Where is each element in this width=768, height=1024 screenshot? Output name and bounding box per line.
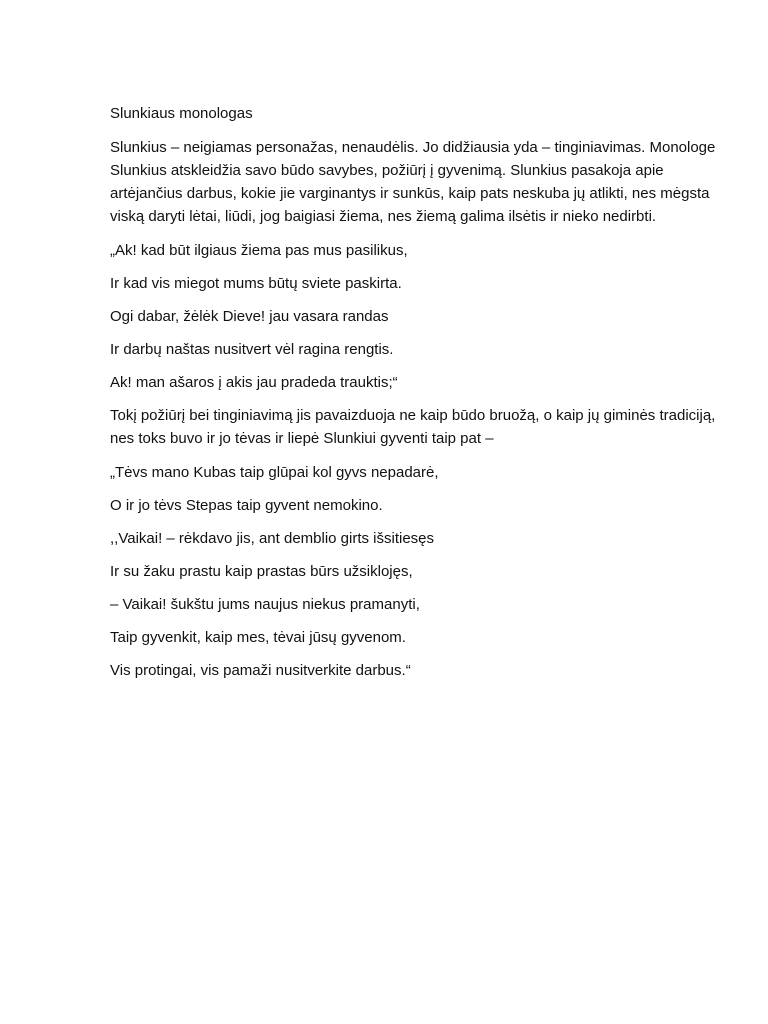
verse-line: Ogi dabar, žėlėk Dieve! jau vasara randas <box>110 308 389 325</box>
verse-line: Ir kad vis miegot mums būtų sviete paskirta. <box>110 275 402 292</box>
verse-line: ,,Vaikai! – rėkdavo jis, ant demblio girts išsitiesęs <box>110 530 435 547</box>
verse-line: Ir su žaku prastu kaip prastas būrs užsiklojęs, <box>110 563 413 580</box>
verse-line: „Ak! kad būt ilgiaus žiema pas mus pasilikus, <box>110 242 408 259</box>
verse-block-1 <box>110 239 730 394</box>
document-title: Slunkiaus monologas <box>110 105 253 122</box>
verse-line: O ir jo tėvs Stepas taip gyvent nemokino. <box>110 497 383 514</box>
intro-paragraph: Slunkius – neigiamas personažas, nenaudėlis. Jo didžiausia yda – tinginiavimas. Monologe Slunkius atskleidžia savo būdo savybes, požiūrį į gyvenimą. Slunkius pasakoja apie artėjančius darbus, kokie jie varginantys ir sunkūs, kaip pats neskuba jų atlikti, nes mėgsta viską daryti lėtai, liūdi, jog baigiasi žiema, nes žiemą galima ilsėtis ir nieko nedirbti. <box>110 139 716 225</box>
verse-line: Vis protingai, vis pamaži nusitverkite darbus.“ <box>110 662 411 679</box>
verse-line: Taip gyvenkit, kaip mes, tėvai jūsų gyvenom. <box>110 629 406 646</box>
commentary-paragraph: Tokį požiūrį bei tinginiavimą jis pavaizduoja ne kaip būdo bruožą, o kaip jų giminės tradiciją, nes toks buvo ir jo tėvas ir liepė Slunkiui gyventi taip pat – <box>110 407 716 447</box>
verse-line: „Tėvs mano Kubas taip glūpai kol gyvs nepadarė, <box>110 464 439 481</box>
verse-line: Ir darbų naštas nusitvert vėl ragina rengtis. <box>110 341 394 358</box>
verse-block-2 <box>110 461 730 682</box>
verse-line: Ak! man ašaros į akis jau pradeda trauktis;“ <box>110 374 398 391</box>
verse-line: – Vaikai! šukštu jums naujus niekus pramanyti, <box>110 596 420 613</box>
document-body <box>110 102 730 692</box>
